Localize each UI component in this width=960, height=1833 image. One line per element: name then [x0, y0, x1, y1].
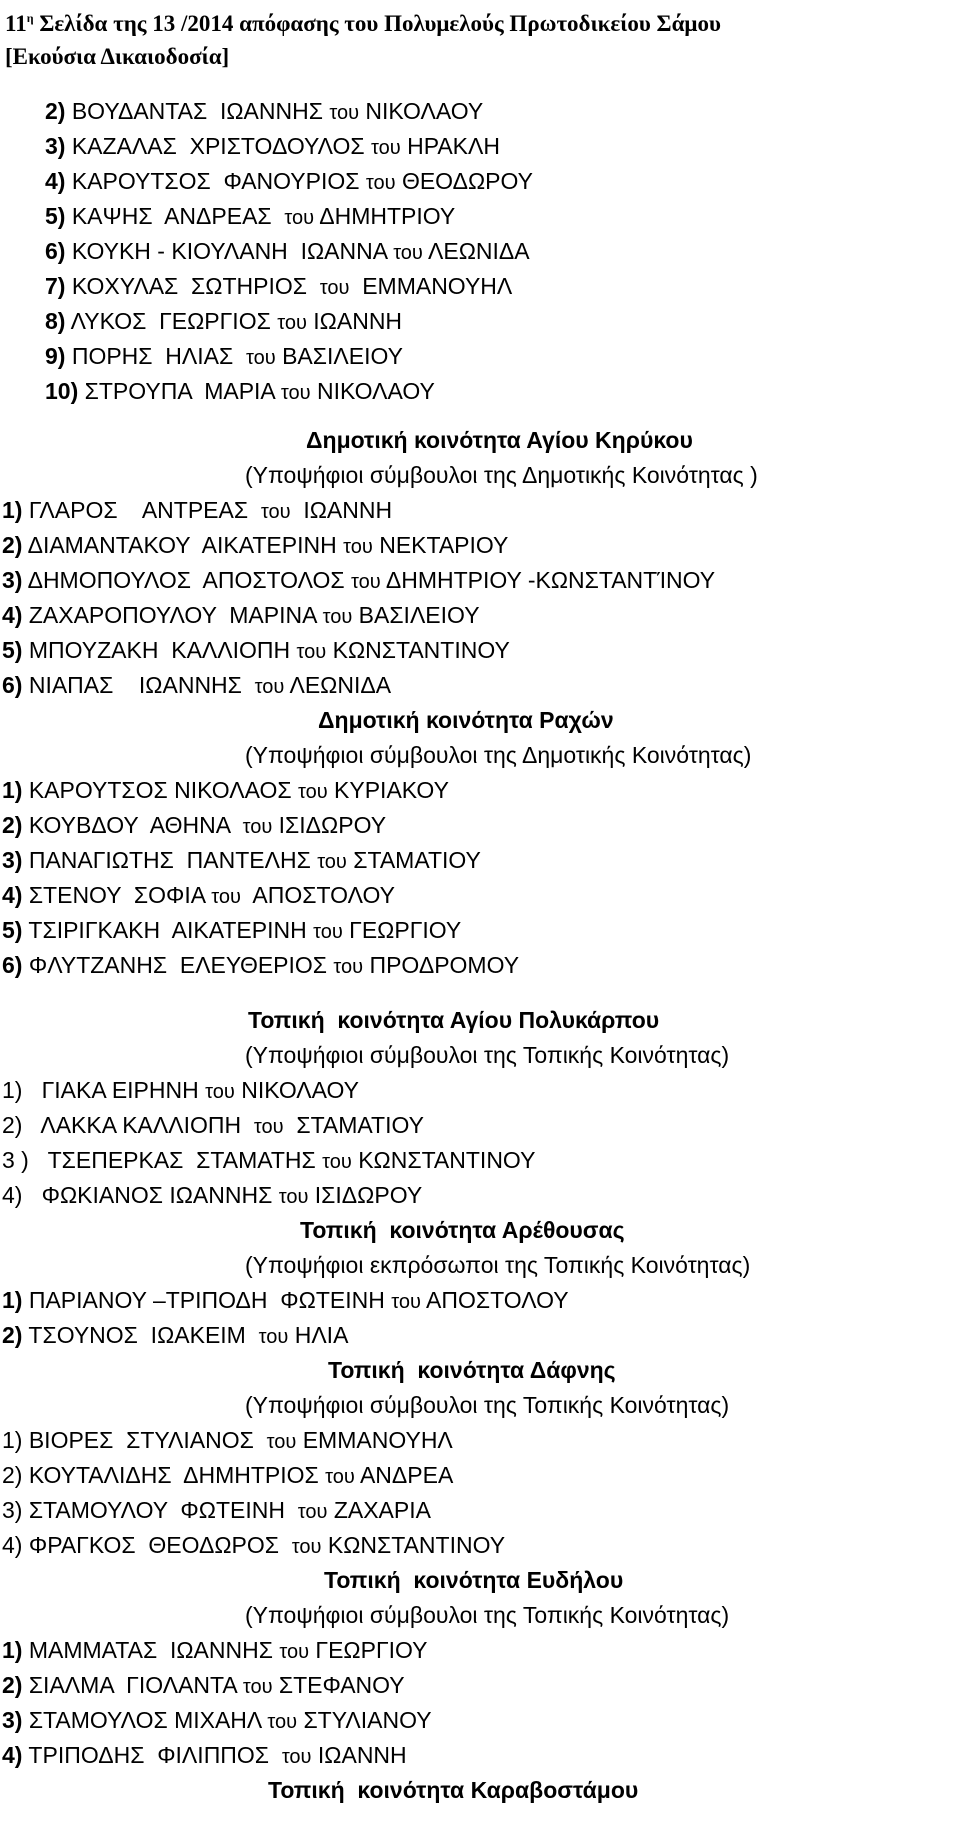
patronymic-article: του — [284, 207, 315, 229]
father-name: ΙΩΑΝΝΗ — [306, 308, 403, 334]
candidate-row — [0, 913, 960, 948]
patronymic-article: του — [329, 102, 360, 124]
candidate-list-agios-polykarpos — [0, 1073, 960, 1213]
candidate-number: 2) — [45, 98, 66, 124]
candidate-number: 3) — [2, 567, 23, 593]
candidate-name: ΣΙΑΛΜΑ ΓΙΟΛΑΝΤΑ — [22, 1672, 243, 1698]
candidate-number: 1) — [2, 1287, 23, 1313]
father-name: ΚΩΝΣΤΑΝΤΙΝΟΥ — [351, 1147, 536, 1173]
candidate-row — [0, 948, 960, 983]
candidate-name: ΚΑΡΟΥΤΣΟΣ ΝΙΚΟΛΑΟΣ — [22, 777, 298, 803]
father-name: ΙΣΙΔΩΡΟΥ — [308, 1182, 423, 1208]
candidate-row — [0, 1493, 960, 1528]
candidate-row — [0, 234, 960, 269]
father-name: ΓΕΩΡΓΙΟΥ — [309, 1637, 428, 1663]
candidate-number: 3 ) — [2, 1147, 29, 1173]
candidate-name: ΜΑΜΜΑΤΑΣ ΙΩΑΝΝΗΣ — [22, 1637, 280, 1663]
father-name: ΠΡΟΔΡΟΜΟΥ — [363, 952, 520, 978]
patronymic-article: του — [371, 137, 401, 159]
father-name: ΔΗΜΗΤΡΙΟΥ — [314, 203, 456, 229]
candidate-name: ΚΑΡΟΥΤΣΟΣ ΦΑΝΟΥΡΙΟΣ — [65, 168, 366, 194]
candidate-row — [0, 1318, 960, 1353]
candidate-name: ΚΟΥΒΔΟΥ ΑΘΗΝΑ — [22, 812, 243, 838]
candidate-row — [0, 878, 960, 913]
candidate-number: 8) — [45, 308, 66, 334]
candidate-row — [0, 1178, 960, 1213]
patronymic-article: του — [291, 1536, 322, 1558]
candidate-row — [0, 1423, 960, 1458]
patronymic-article: του — [297, 1501, 328, 1523]
candidate-name: ΣΤΕΝΟΥ ΣΟΦΙΑ — [22, 882, 212, 908]
patronymic-article: του — [351, 571, 381, 593]
father-name: ΣΤΑΜΑΤΙΟΥ — [346, 847, 481, 873]
header-line-2: [Εκούσια Δικαιοδοσία] — [5, 44, 230, 69]
candidate-row — [0, 94, 960, 129]
patronymic-article: του — [322, 1151, 352, 1173]
candidate-number: 5) — [2, 917, 23, 943]
father-name: ΕΜΜΑΝΟΥΗΛ — [296, 1427, 453, 1453]
patronymic-article: του — [393, 242, 423, 264]
patronymic-article: του — [211, 886, 241, 908]
spacer — [0, 983, 960, 1003]
patronymic-article: του — [254, 676, 285, 698]
candidate-row — [0, 269, 960, 304]
candidate-name: ΦΩΚΙΑΝΟΣ ΙΩΑΝΝΗΣ — [22, 1182, 279, 1208]
section-heading-agios-kirykos: Δημοτική κοινότητα Αγίου Κηρύκου — [306, 427, 693, 453]
candidate-name: ΚΑΖΑΛΑΣ ΧΡΙΣΤΟΔΟΥΛΟΣ — [65, 133, 371, 159]
candidate-name: ΦΛΥΤΖΑΝΗΣ ΕΛΕΥΘΕΡΙΟΣ — [22, 952, 334, 978]
candidate-list-dafni — [0, 1423, 960, 1563]
patronymic-article: του — [253, 1116, 284, 1138]
candidate-row — [0, 808, 960, 843]
patronymic-article: του — [258, 1326, 289, 1348]
candidate-row — [0, 1073, 960, 1108]
candidate-row — [0, 563, 960, 598]
candidate-row — [0, 493, 960, 528]
candidate-name: ΠΑΡΙΑΝΟΥ –ΤΡΙΠΟΔΗ ΦΩΤΕΙΝΗ — [22, 1287, 392, 1313]
candidate-row — [0, 668, 960, 703]
father-name: ΚΩΝΣΤΑΝΤΙΝΟΥ — [326, 637, 510, 663]
section-subheading-evdilos: (Υποψήφιοι σύμβουλοι της Τοπικής Κοινότητας) — [245, 1602, 730, 1628]
page-number: 11 — [5, 11, 27, 36]
candidate-name: ΤΣΙΡΙΓΚΑΚΗ ΑΙΚΑΤΕΡΙΝΗ — [22, 917, 314, 943]
candidate-name: ΛΑΚΚΑ ΚΑΛΛΙΟΠΗ — [22, 1112, 254, 1138]
father-name: ΕΜΜΑΝΟΥΗΛ — [349, 273, 513, 299]
page-number-suffix: η — [26, 11, 34, 25]
father-name: ΑΠΟΣΤΟΛΟΥ — [240, 882, 395, 908]
section-heading-karavostamos: Τοπική κοινότητα Καραβοστάμου — [268, 1777, 639, 1803]
candidate-name: ΖΑΧΑΡΟΠΟΥΛΟΥ ΜΑΡΙΝΑ — [22, 602, 323, 628]
father-name: ΙΣΙΔΩΡΟΥ — [272, 812, 387, 838]
candidate-number: 5) — [2, 637, 23, 663]
candidate-number: 4) — [2, 1532, 23, 1558]
candidate-number: 2) — [2, 532, 23, 558]
candidate-name: ΠΑΝΑΓΙΩΤΗΣ ΠΑΝΤΕΛΗΣ — [22, 847, 318, 873]
candidate-name: ΦΡΑΓΚΟΣ ΘΕΟΔΩΡΟΣ — [22, 1532, 292, 1558]
patronymic-article: του — [297, 781, 328, 803]
candidate-number: 5) — [45, 203, 66, 229]
candidate-row — [0, 304, 960, 339]
candidate-row — [0, 1108, 960, 1143]
candidate-name: ΔΙΑΜΑΝΤΑΚΟΥ ΑΙΚΑΤΕΡΙΝΗ — [22, 532, 344, 558]
patronymic-article: του — [279, 1641, 310, 1663]
candidate-number: 4) — [2, 882, 23, 908]
candidate-row — [0, 199, 960, 234]
patronymic-article: του — [365, 172, 396, 194]
patronymic-article: του — [333, 956, 364, 978]
section-heading-agios-polykarpos: Τοπική κοινότητα Αγίου Πολυκάρπου — [248, 1007, 660, 1033]
father-name: ΗΛΙΑ — [288, 1322, 349, 1348]
candidate-number: 9) — [45, 343, 66, 369]
candidate-number: 1) — [2, 777, 23, 803]
document-body — [0, 94, 960, 1808]
section-subheading-arethousa: (Υποψήφιοι εκπρόσωποι της Τοπικής Κοινότητας) — [245, 1252, 751, 1278]
candidate-list-evdilos — [0, 1633, 960, 1773]
candidate-number: 10) — [45, 378, 79, 404]
patronymic-article: του — [266, 1431, 297, 1453]
page-header — [5, 2, 721, 73]
section-heading-evdilos: Τοπική κοινότητα Ευδήλου — [324, 1567, 624, 1593]
candidate-name: ΒΙΟΡΕΣ ΣΤΥΛΙΑΝΟΣ — [22, 1427, 267, 1453]
father-name: ΣΤΥΛΙΑΝΟΥ — [297, 1707, 432, 1733]
candidate-row — [0, 633, 960, 668]
candidate-name: ΓΛΑΡΟΣ ΑΝΤΡΕΑΣ — [22, 497, 261, 523]
candidate-row — [0, 843, 960, 878]
candidate-name: ΜΠΟΥΖΑΚΗ ΚΑΛΛΙΟΠΗ — [22, 637, 297, 663]
patronymic-article: του — [267, 1711, 298, 1733]
candidate-number: 6) — [45, 238, 66, 264]
candidate-name: ΚΟΥΚΗ - ΚΙΟΥΛΑΝΗ ΙΩΑΝΝΑ — [65, 238, 394, 264]
father-name: ΖΑΧΑΡΙΑ — [327, 1497, 431, 1523]
candidate-number: 4) — [2, 1742, 23, 1768]
father-name: ΝΙΚΟΛΑΟΥ — [359, 98, 484, 124]
section-subheading-dafni: (Υποψήφιοι σύμβουλοι της Τοπικής Κοινότητας) — [245, 1392, 730, 1418]
candidate-row — [0, 1143, 960, 1178]
section-subheading-agios-polykarpos: (Υποψήφιοι σύμβουλοι της Τοπικής Κοινότητας) — [245, 1042, 730, 1068]
patronymic-article: του — [242, 816, 273, 838]
candidate-name: ΤΣΕΠΕΡΚΑΣ ΣΤΑΜΑΤΗΣ — [28, 1147, 323, 1173]
father-name: ΝΕΚΤΑΡΙΟΥ — [372, 532, 509, 558]
candidate-name: ΚΑΨΗΣ ΑΝΔΡΕΑΣ — [65, 203, 285, 229]
candidate-row — [0, 1633, 960, 1668]
candidate-row — [0, 1528, 960, 1563]
father-name: ΓΕΩΡΓΙΟΥ — [342, 917, 462, 943]
patronymic-article: του — [325, 1466, 355, 1488]
candidate-number: 1) — [2, 1637, 23, 1663]
section-subheading-agios-kirykos: (Υποψήφιοι σύμβουλοι της Δημοτικής Κοινότητας ) — [245, 462, 758, 488]
candidate-row — [0, 374, 960, 409]
father-name: ΚΥΡΙΑΚΟΥ — [327, 777, 449, 803]
candidate-name: ΛΥΚΟΣ ΓΕΩΡΓΙΟΣ — [65, 308, 278, 334]
spacer — [0, 409, 960, 423]
patronymic-article: του — [205, 1081, 235, 1103]
candidate-name: ΚΟΥΤΑΛΙΔΗΣ ΔΗΜΗΤΡΙΟΣ — [22, 1462, 326, 1488]
patronymic-article: του — [322, 606, 353, 628]
candidate-number: 3) — [2, 847, 23, 873]
candidate-name: ΔΗΜΟΠΟΥΛΟΣ ΑΠΟΣΤΟΛΟΣ — [22, 567, 352, 593]
candidate-name: ΤΡΙΠΟΔΗΣ ΦΙΛΙΠΠΟΣ — [22, 1742, 282, 1768]
candidate-row — [0, 1458, 960, 1493]
father-name: ΑΠΟΣΤΟΛΟΥ — [420, 1287, 569, 1313]
candidate-row — [0, 129, 960, 164]
father-name: ΙΩΑΝΝΗ — [311, 1742, 407, 1768]
father-name: ΛΕΩΝΙΔΑ — [284, 672, 392, 698]
header-title: Σελίδα της 13 /2014 απόφασης του Πολυμελούς Πρωτοδικείου Σάμου — [33, 11, 721, 36]
father-name: ΛΕΩΝΙΔΑ — [422, 238, 530, 264]
father-name: ΑΝΔΡΕΑ — [354, 1462, 454, 1488]
header-line-1 — [5, 2, 721, 40]
father-name: ΗΡΑΚΛΗ — [400, 133, 500, 159]
candidate-name: ΣΤΑΜΟΥΛΟΣ ΜΙΧΑΗΛ — [22, 1707, 268, 1733]
candidate-number: 2) — [2, 812, 23, 838]
candidate-name: ΒΟΥΔΑΝΤΑΣ ΙΩΑΝΝΗΣ — [65, 98, 330, 124]
candidate-row — [0, 339, 960, 374]
patronymic-article: του — [281, 1746, 312, 1768]
father-name: ΣΤΕΦΑΝΟΥ — [272, 1672, 405, 1698]
patronymic-article: του — [391, 1291, 421, 1313]
patronymic-article: του — [319, 277, 350, 299]
candidate-number: 1) — [2, 1077, 23, 1103]
candidate-list-arethousa — [0, 1283, 960, 1353]
candidate-number: 2) — [2, 1112, 23, 1138]
candidate-row — [0, 164, 960, 199]
candidate-number: 2) — [2, 1322, 23, 1348]
candidate-list-agios-kirykos — [0, 493, 960, 703]
candidate-name: ΠΟΡΗΣ ΗΛΙΑΣ — [65, 343, 246, 369]
candidate-number: 2) — [2, 1462, 23, 1488]
candidate-row — [0, 528, 960, 563]
section-heading-raches: Δημοτική κοινότητα Ραχών — [318, 707, 614, 733]
patronymic-article: του — [280, 382, 311, 404]
section-heading-arethousa: Τοπική κοινότητα Αρέθουσας — [300, 1217, 625, 1243]
father-name: ΝΙΚΟΛΑΟΥ — [234, 1077, 360, 1103]
candidate-name: ΣΤΡΟΥΠΑ ΜΑΡΙΑ — [78, 378, 281, 404]
candidate-number: 3) — [2, 1707, 23, 1733]
patronymic-article: του — [343, 536, 373, 558]
candidate-number: 2) — [2, 1672, 23, 1698]
patronymic-article: του — [277, 312, 307, 334]
candidate-row — [0, 1738, 960, 1773]
candidate-row — [0, 1283, 960, 1318]
candidate-name: ΤΣΟΥΝΟΣ ΙΩΑΚΕΙΜ — [22, 1322, 259, 1348]
father-name: ΒΑΣΙΛΕΙΟΥ — [275, 343, 403, 369]
candidate-list-intro — [0, 94, 960, 409]
patronymic-article: του — [313, 921, 343, 943]
patronymic-article: του — [296, 641, 327, 663]
father-name: ΙΩΑΝΝΗ — [290, 497, 393, 523]
section-subheading-raches: (Υποψήφιοι σύμβουλοι της Δημοτικής Κοινότητας) — [245, 742, 752, 768]
father-name: ΒΑΣΙΛΕΙΟΥ — [352, 602, 480, 628]
section-heading-dafni: Τοπική κοινότητα Δάφνης — [328, 1357, 616, 1383]
father-name: ΔΗΜΗΤΡΙΟΥ -ΚΩΝΣΤΑΝΤΊΝΟΥ — [380, 567, 716, 593]
candidate-row — [0, 773, 960, 808]
candidate-number: 1) — [2, 1427, 23, 1453]
candidate-number: 4) — [45, 168, 66, 194]
patronymic-article: του — [260, 501, 291, 523]
patronymic-article: του — [278, 1186, 309, 1208]
father-name: ΘΕΟΔΩΡΟΥ — [395, 168, 533, 194]
candidate-number: 3) — [2, 1497, 23, 1523]
father-name: ΚΩΝΣΤΑΝΤΙΝΟΥ — [321, 1532, 506, 1558]
candidate-number: 1) — [2, 497, 23, 523]
candidate-row — [0, 598, 960, 633]
candidate-name: ΝΙΑΠΑΣ ΙΩΑΝΝΗΣ — [22, 672, 255, 698]
candidate-number: 6) — [2, 952, 23, 978]
candidate-row — [0, 1668, 960, 1703]
patronymic-article: του — [317, 851, 347, 873]
candidate-list-raches — [0, 773, 960, 983]
patronymic-article: του — [242, 1676, 273, 1698]
candidate-name: ΓΙΑΚΑ ΕΙΡΗΝΗ — [22, 1077, 206, 1103]
candidate-number: 6) — [2, 672, 23, 698]
candidate-number: 4) — [2, 602, 23, 628]
candidate-name: ΣΤΑΜΟΥΛΟΥ ΦΩΤΕΙΝΗ — [22, 1497, 298, 1523]
candidate-number: 4) — [2, 1182, 23, 1208]
candidate-number: 7) — [45, 273, 66, 299]
patronymic-article: του — [246, 347, 276, 369]
candidate-number: 3) — [45, 133, 66, 159]
father-name: ΣΤΑΜΑΤΙΟΥ — [283, 1112, 424, 1138]
candidate-name: ΚΟΧΥΛΑΣ ΣΩΤΗΡΙΟΣ — [65, 273, 320, 299]
father-name: ΝΙΚΟΛΑΟΥ — [310, 378, 435, 404]
candidate-row — [0, 1703, 960, 1738]
